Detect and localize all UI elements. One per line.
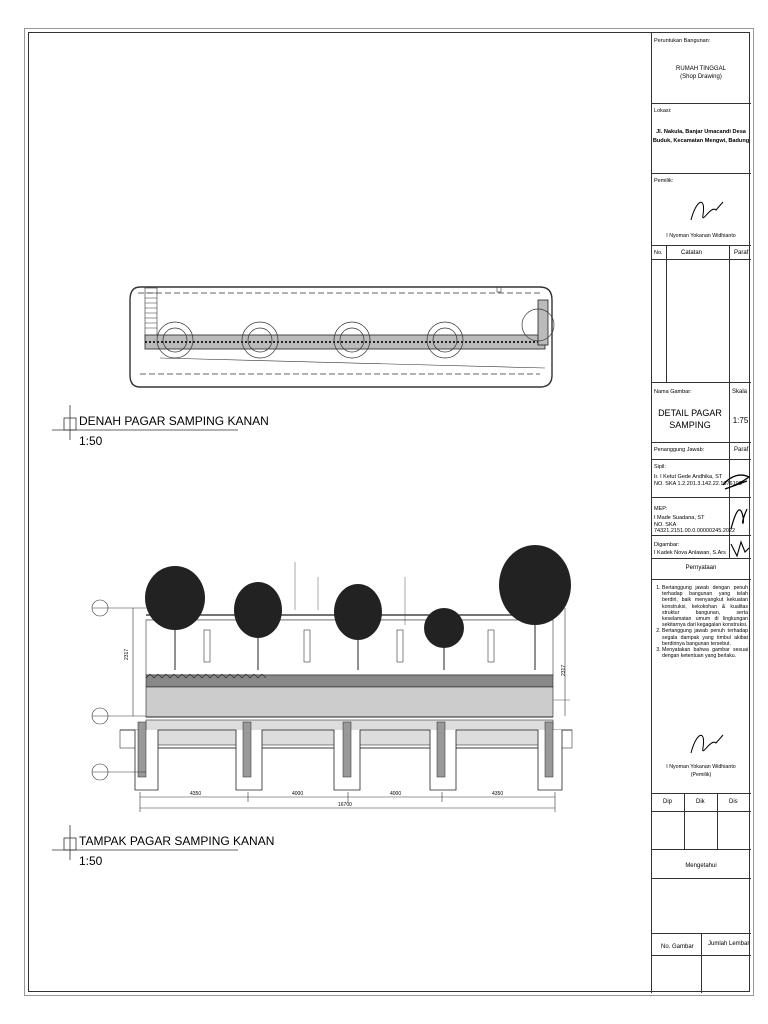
- jumlah-lembar-label: Jumlah Lembar: [708, 941, 750, 947]
- dim-1: 4350: [190, 791, 202, 797]
- statement-3: 3. Menyatakan bahwa gambar sesuai dengan ketentuan yang berlaku.: [662, 647, 748, 659]
- digambar-name: I Kadek Nova Anlawan, S.Ars: [654, 550, 726, 556]
- dis-label: Dis: [729, 799, 738, 805]
- skala-value: 1:75: [732, 416, 749, 425]
- dim-total: 16700: [338, 802, 352, 808]
- nama-gambar-1: DETAIL PAGAR: [658, 408, 722, 418]
- sipil-no: NO. SKA 1.2.201.3.142.22.1076103: [654, 481, 742, 487]
- owner-signature-top: [681, 190, 726, 230]
- mep-signature: [727, 501, 751, 533]
- dim-4: 4350: [492, 791, 504, 797]
- mep-label: MEP:: [654, 506, 668, 512]
- skala-label: Skala: [732, 389, 748, 395]
- statement-2: 2. Bertanggung jawab penuh terhadap segala dampak yang timbul akibat berdirinya bangunan tersebut.: [662, 628, 748, 647]
- owner-sign-name: I Nyoman Yokanan Widhianto: [666, 764, 736, 770]
- mep-name: I Made Suadana, ST: [654, 515, 705, 521]
- height-dim-left: 2317: [124, 648, 130, 660]
- pemilik-label: Pemilik:: [654, 178, 674, 184]
- nama-gambar-2: SAMPING: [669, 420, 711, 430]
- plan-title: DENAH PAGAR SAMPING KANAN: [79, 414, 269, 428]
- pj-label: Penanggung Jawab:: [654, 447, 705, 453]
- pemilik-name: I Nyoman Yokanan Widhianto: [666, 233, 736, 239]
- lokasi-value-1: Jl. Nakula, Banjar Umacandi Desa: [656, 129, 746, 135]
- lokasi-value-2: Buduk, Kecamatan Mengwi, Badung: [652, 138, 750, 144]
- nama-gambar-label: Nama Gambar:: [654, 389, 692, 395]
- no-gambar-label: No. Gambar: [661, 944, 694, 950]
- sipil-label: Sipil:: [654, 464, 666, 470]
- plan-view: [130, 287, 554, 387]
- sipil-name: Ir. I Ketut Gede Andhika, ST: [654, 474, 723, 480]
- title-block: [651, 33, 751, 993]
- elevation-view: [92, 545, 572, 812]
- catatan-label: Catatan: [681, 250, 703, 256]
- peruntukan-value-2: (Shop Drawing): [680, 74, 722, 80]
- sipil-signature: [721, 465, 751, 495]
- no-label: No.: [654, 250, 663, 256]
- dik-label: Dik: [696, 799, 705, 805]
- dim-2: 4000: [292, 791, 304, 797]
- dim-3: 4000: [390, 791, 402, 797]
- digambar-signature: [729, 538, 751, 558]
- pernyataan-label: Pernyataan: [685, 565, 717, 571]
- mengetahui-label: Mengetahui: [685, 863, 717, 869]
- elevation-title: TAMPAK PAGAR SAMPING KANAN: [79, 834, 275, 848]
- peruntukan-label: Peruntukan Bangunan:: [654, 38, 711, 44]
- height-dim-right: 2317: [561, 664, 567, 676]
- statement-list: [654, 585, 748, 659]
- digambar-label: Digambar:: [654, 542, 680, 548]
- paraf-label: Paraf: [734, 250, 749, 256]
- statement-1: 1. Bertanggung jawab dengan penuh terhadap bangunan yang telah berdiri, baik menyangkut kekuatan konstruksi, kekokohan & kualitas struktur bangunan, serta keselamatan umum di lingkungan sekitarnya dari kegagalan konstruksi.: [662, 585, 748, 628]
- elevation-scale: 1:50: [79, 854, 103, 868]
- owner-sign-role: (Pemilik): [690, 772, 712, 778]
- mep-no: NO. SKA 74321.2151.00.0.00000245.2022: [654, 522, 736, 534]
- peruntukan-value-1: RUMAH TINGGAL: [676, 66, 726, 72]
- owner-signature-bottom: [681, 723, 726, 763]
- pj-paraf: Paraf: [734, 447, 749, 453]
- dip-label: Dip: [663, 799, 673, 805]
- plan-scale: 1:50: [79, 434, 103, 448]
- lokasi-label: Lokasi:: [654, 108, 672, 114]
